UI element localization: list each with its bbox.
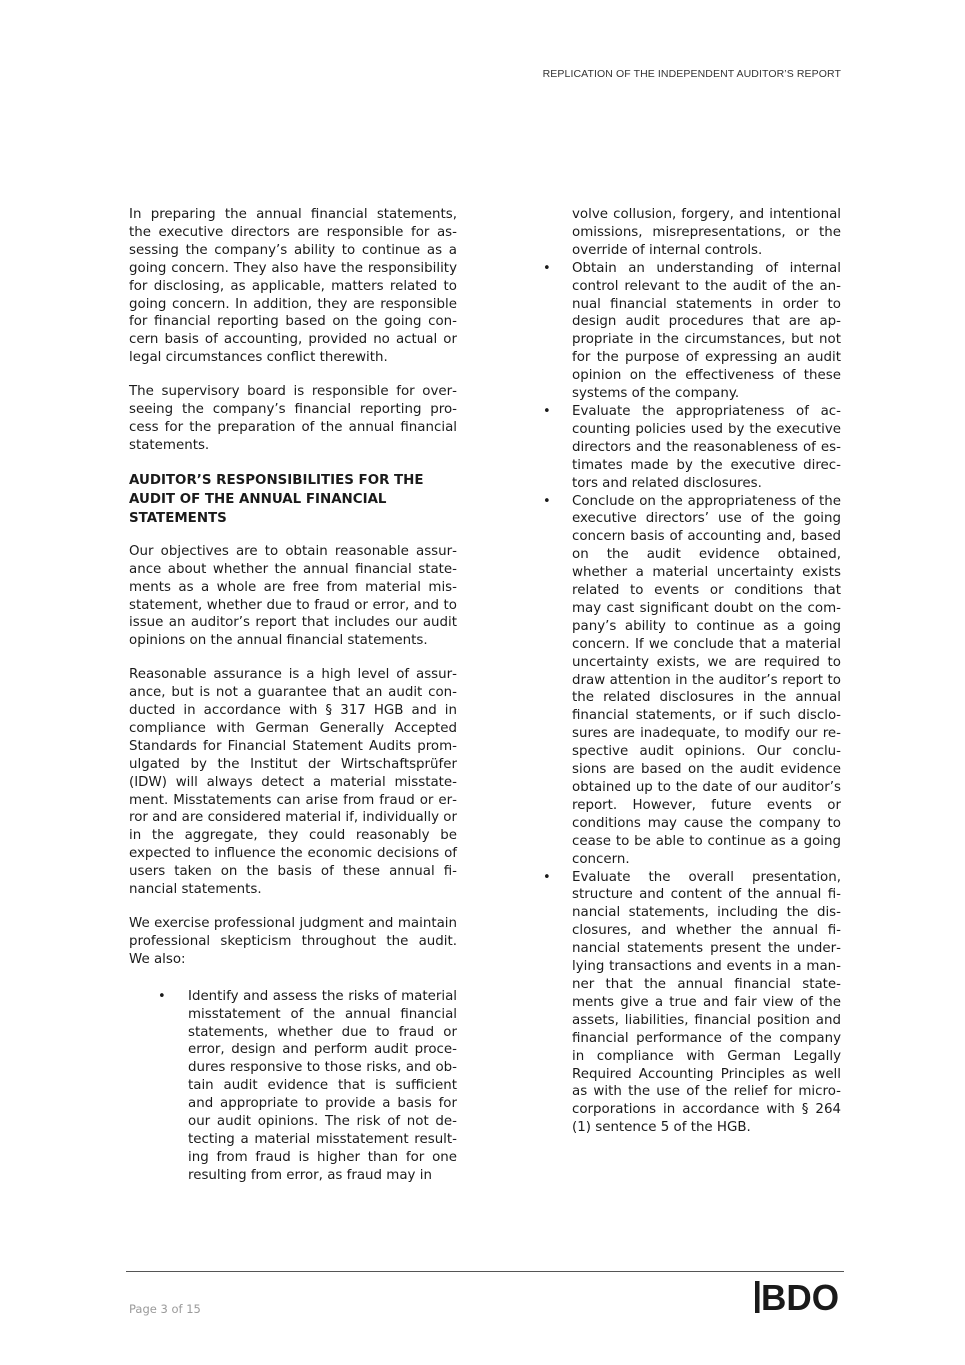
- bullet-icon: •: [543, 869, 551, 885]
- list-item-text: Evaluate the appropriateness of accounting policies used by the executive directors and the reasonableness of estimates made by the executive directors and related disclosures.: [572, 403, 841, 491]
- list-item-text: Conclude on the appropriateness of the executive directors’ use of the going concern basis of accounting and, based on the audit evidence obtained, whether a material uncertainty exists related to events or conditions that may cast significant doubt on the company’s ability to continue as a going concern. If we conclude that a material uncertainty exists, we are required to draw attention in the auditor’s report to the related disclosures in the annual financial statements, or if such disclosures are inadequate, to modify our respective audit opinions. Our conclusions are based on the audit evidence obtained up to the date of our auditor’s report. However, future events or conditions may cause the company to cease to be able to continue as a going concern.: [572, 493, 841, 867]
- logo-text: BDO: [761, 1280, 839, 1314]
- bdo-logo: [755, 1280, 840, 1314]
- paragraph-reasonable-assurance: Reasonable assurance is a high level of assurance, but is not a guarantee that an audit conducted in accordance with § 317 HGB and in compliance with German Generally Accepted Standards for Financial Statement Audits promulgated by the Institut der Wirtschaftsprüfer (IDW) will always detect a material misstatement. Misstatements can arise from fraud or error and are considered material if, individually or in the aggregate, they could reasonably be expected to influence the economic decisions of users taken on the basis of these annual financial statements.: [129, 667, 457, 898]
- bullet-list-right: [543, 260, 841, 1137]
- paragraph-supervisory-board: The supervisory board is responsible for overseeing the company’s financial reporting process for the preparation of the annual financial statements.: [129, 384, 457, 453]
- bullet-icon: •: [543, 403, 551, 419]
- bullet-continuation: volve collusion, forgery, and intentional omissions, misrepresentations, or the override of internal controls.: [572, 207, 841, 258]
- list-item: [158, 988, 457, 1185]
- section-heading: AUDITOR’S RESPONSIBILITIES FOR THE AUDIT OF THE ANNUAL FINANCIAL STATEMENTS: [129, 472, 424, 526]
- left-column: [129, 206, 457, 1185]
- list-item-text: Evaluate the overall presentation, structure and content of the annual financial statements, including the disclosures, and whether the annual financial statements present the underlying transactions and events in a manner that the annual financial statements give a true and fair view of the assets, liabilities, financial position and financial performance of the company in compliance with German Legally Required Accounting Principles as well as with the use of the relief for micro-corporations in accordance with § 264 (1) sentence 5 of the HGB.: [572, 869, 841, 1136]
- bullet-icon: •: [543, 260, 551, 276]
- bullet-icon: •: [158, 988, 166, 1004]
- list-item: [543, 260, 841, 403]
- list-item: [543, 869, 841, 1138]
- paragraph-professional-judgment: We exercise professional judgment and maintain professional skepticism throughout the audit. We also:: [129, 916, 457, 967]
- right-column: [543, 206, 841, 1137]
- footer-divider: [126, 1271, 844, 1272]
- paragraph-objectives: Our objectives are to obtain reasonable assurance about whether the annual financial statements as a whole are free from material misstatement, whether due to fraud or error, and to issue an auditor’s report that includes our audit opinions on the annual financial statements.: [129, 543, 457, 649]
- list-item-text: Identify and assess the risks of material misstatement of the annual financial statements, whether due to fraud or error, design and perform audit procedures responsive to those risks, and obtain audit evidence that is sufficient and appropriate to provide a basis for our audit opinions. The risk of not detecting a material misstatement resulting from fraud is higher than for one resulting from error, as fraud may in: [188, 988, 457, 1183]
- bullet-icon: •: [543, 493, 551, 509]
- bullet-list-left: [158, 988, 457, 1185]
- running-header: REPLICATION OF THE INDEPENDENT AUDITOR’S REPORT: [542, 68, 841, 80]
- list-item-text: Obtain an understanding of internal control relevant to the audit of the annual financial statements in order to design audit procedures that are appropriate in the circumstances, but not for the purpose of expressing an audit opinion on the effectiveness of these systems of the company.: [572, 260, 841, 402]
- list-item: [543, 493, 841, 869]
- page-number: Page 3 of 15: [129, 1302, 201, 1316]
- list-item: [543, 403, 841, 493]
- paragraph-going-concern: In preparing the annual financial statements, the executive directors are responsible for assessing the company’s ability to continue as a going concern. They also have the responsibility for disclosing, as applicable, matters related to going concern. In addition, they are responsible for financial reporting based on the going concern basis of accounting, provided no actual or legal circumstances conflict therewith.: [129, 207, 457, 366]
- logo-bar: [755, 1281, 760, 1313]
